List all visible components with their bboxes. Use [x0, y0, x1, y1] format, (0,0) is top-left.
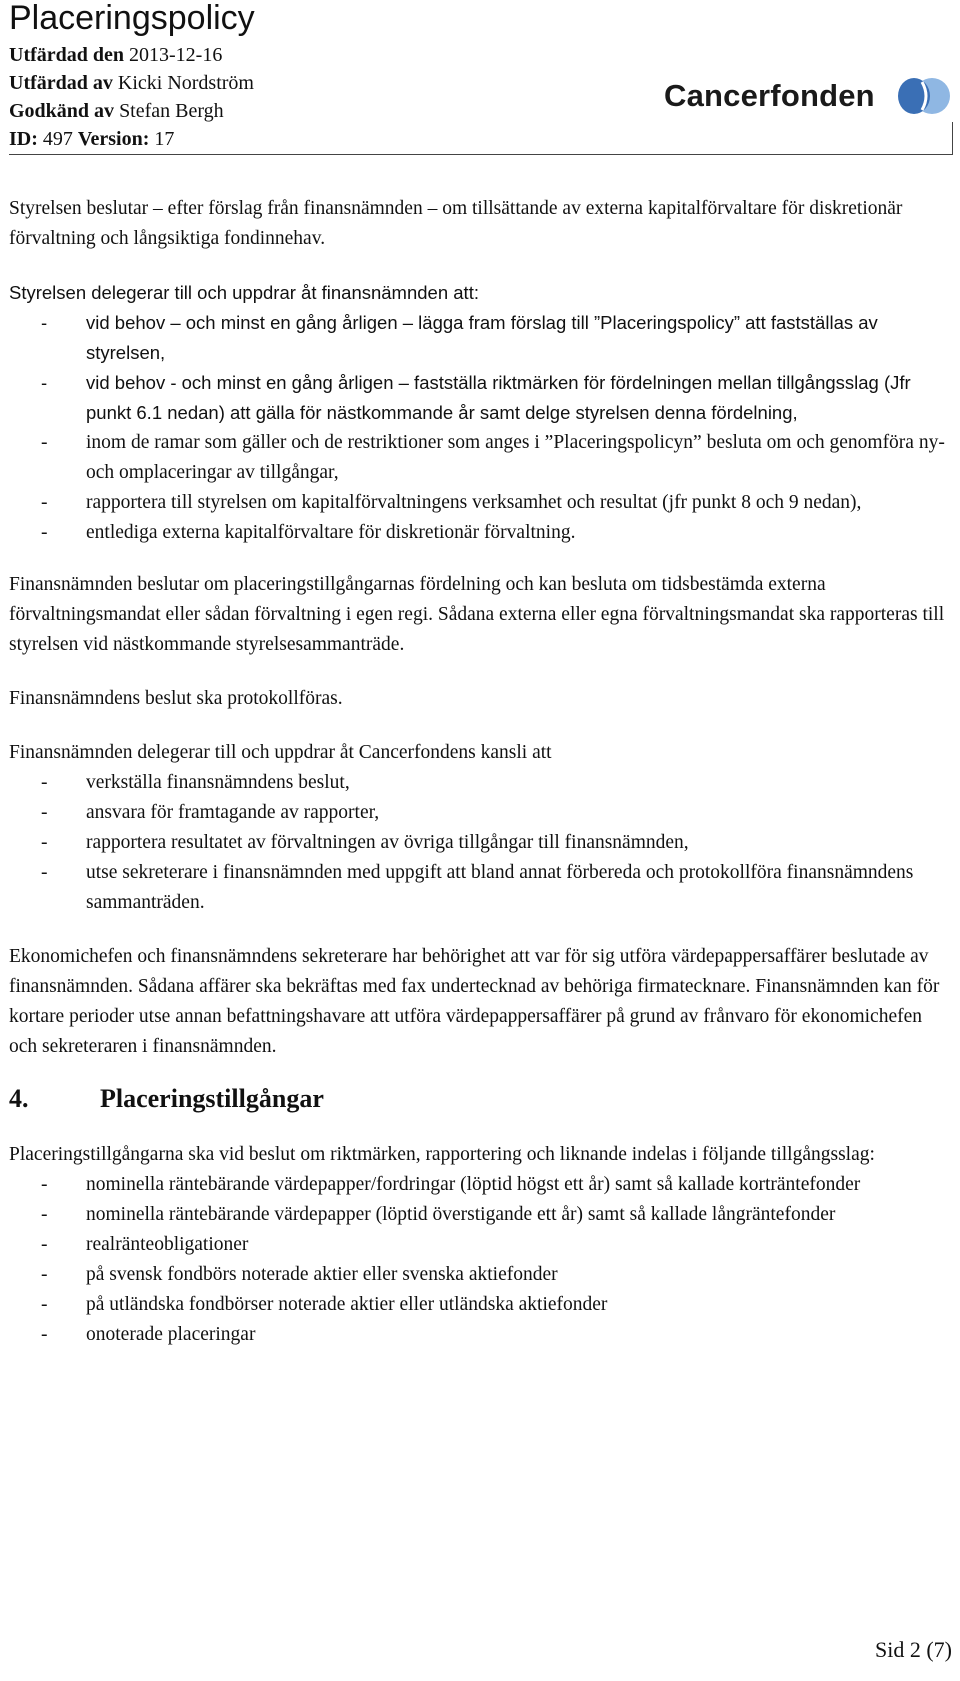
issued-by-value: Kicki Nordström	[117, 72, 254, 94]
office-delegation-list	[9, 768, 953, 918]
list-item: - inom de ramar som gäller och de restriktioner som anges i ”Placeringspolicyn” besluta om och genomföra ny- och omplaceringar av tillgångar,	[9, 428, 953, 488]
approved-by	[9, 98, 224, 124]
list-item: - rapportera till styrelsen om kapitalförvaltningens verksamhet och resultat (jfr punkt 8 och 9 nedan),	[9, 488, 953, 518]
list-item: - nominella räntebärande värdepapper/fordringar (löptid högst ett år) samt så kallade korträntefonder	[9, 1170, 953, 1200]
version-value: 17	[154, 128, 175, 150]
paragraph-minutes: Finansnämndens beslut ska protokollföras.	[9, 688, 343, 709]
document-title: Placeringspolicy	[9, 0, 255, 37]
list-item: - på svensk fondbörs noterade aktier eller svenska aktiefonder	[9, 1260, 953, 1290]
list-item: - utse sekreterare i finansnämnden med uppgift att bland annat förbereda och protokollföra finansnämndens sammanträden.	[9, 858, 953, 918]
list-item: - på utländska fondbörser noterade aktier eller utländska aktiefonder	[9, 1290, 953, 1320]
paragraph-office-delegation-intro: Finansnämnden delegerar till och uppdrar åt Cancerfondens kansli att	[9, 742, 552, 763]
id-value: 497	[42, 128, 73, 150]
issued-by	[9, 70, 254, 96]
list-item: - verkställa finansnämndens beslut,	[9, 768, 953, 798]
list-item: - ansvara för framtagande av rapporter,	[9, 798, 953, 828]
list-item: - onoterade placeringar	[9, 1320, 953, 1350]
list-item: - realränteobligationer	[9, 1230, 953, 1260]
section-heading	[9, 1082, 953, 1116]
paragraph-securities-authority: Ekonomichefen och finansnämndens sekreterare har behörighet att var för sig utföra värdepappersaffärer beslutade av finansnämnden. Sådana affärer ska bekräftas med fax undertecknad av behöriga firmatecknare. Finansnämnden kan för kortare perioder utse annan befattningshavare att utföra värdepappersaffärer på grund av frånvaro för ekonomichefen och sekreteraren i finansnämnden.	[9, 946, 940, 1057]
section-number: 4.	[9, 1084, 29, 1113]
header-divider	[9, 154, 953, 155]
issued-by-label: Utfärdad av	[9, 72, 113, 94]
cancerfonden-logo-text: Cancerfonden	[664, 78, 875, 113]
paragraph-finance-committee-decides: Finansnämnden beslutar om placeringstillgångarnas fördelning och kan besluta om tidsbestämda externa förvaltningsmandat eller sådan förvaltning i egen regi. Sådana externa eller egna förvaltningsmandat ska rapporteras till styrelsen vid nästkommande styrelsesammanträde.	[9, 574, 945, 655]
document-id-version	[9, 126, 174, 152]
list-item: - vid behov - och minst en gång årligen – fastställa riktmärken för fördelningen mellan tillgångsslag (Jfr punkt 6.1 nedan) att gälla för nästkommande år samt delge styrelsen denna fördelning,	[9, 368, 953, 428]
board-delegation-list	[9, 308, 953, 548]
version-label: Version:	[77, 128, 150, 150]
list-item: - vid behov – och minst en gång årligen – lägga fram förslag till ”Placeringspolicy” att fastställas av styrelsen,	[9, 308, 953, 368]
paragraph-asset-classes-intro: Placeringstillgångarna ska vid beslut om riktmärken, rapportering och liknande indelas i följande tillgångsslag:	[9, 1144, 875, 1165]
paragraph-board-delegates-intro: Styrelsen delegerar till och uppdrar åt finansnämnden att:	[9, 282, 479, 303]
list-item: - nominella räntebärande värdepapper (löptid överstigande ett år) samt så kallade långräntefonder	[9, 1200, 953, 1230]
list-item: - rapportera resultatet av förvaltningen av övriga tillgångar till finansnämnden,	[9, 828, 953, 858]
issued-date	[9, 42, 222, 68]
issued-date-label: Utfärdad den	[9, 44, 125, 66]
page-number: Sid 2 (7)	[875, 1637, 952, 1662]
approved-by-value: Stefan Bergh	[119, 100, 224, 122]
approved-by-label: Godkänd av	[9, 100, 115, 122]
paragraph-board-decides: Styrelsen beslutar – efter förslag från finansnämnden – om tillsättande av externa kapitalförvaltare för diskretionär förvaltning och långsiktiga fondinnehav.	[9, 198, 903, 249]
list-item: - entlediga externa kapitalförvaltare för diskretionär förvaltning.	[9, 518, 953, 548]
section-title: Placeringstillgångar	[100, 1084, 324, 1113]
issued-date-value: 2013-12-16	[129, 44, 223, 66]
document-body	[9, 194, 953, 1350]
id-label: ID:	[9, 128, 38, 150]
asset-class-list	[9, 1170, 953, 1350]
header-divider-tick	[952, 122, 953, 154]
cancerfonden-logo-icon	[896, 76, 952, 116]
document-header	[0, 0, 960, 160]
